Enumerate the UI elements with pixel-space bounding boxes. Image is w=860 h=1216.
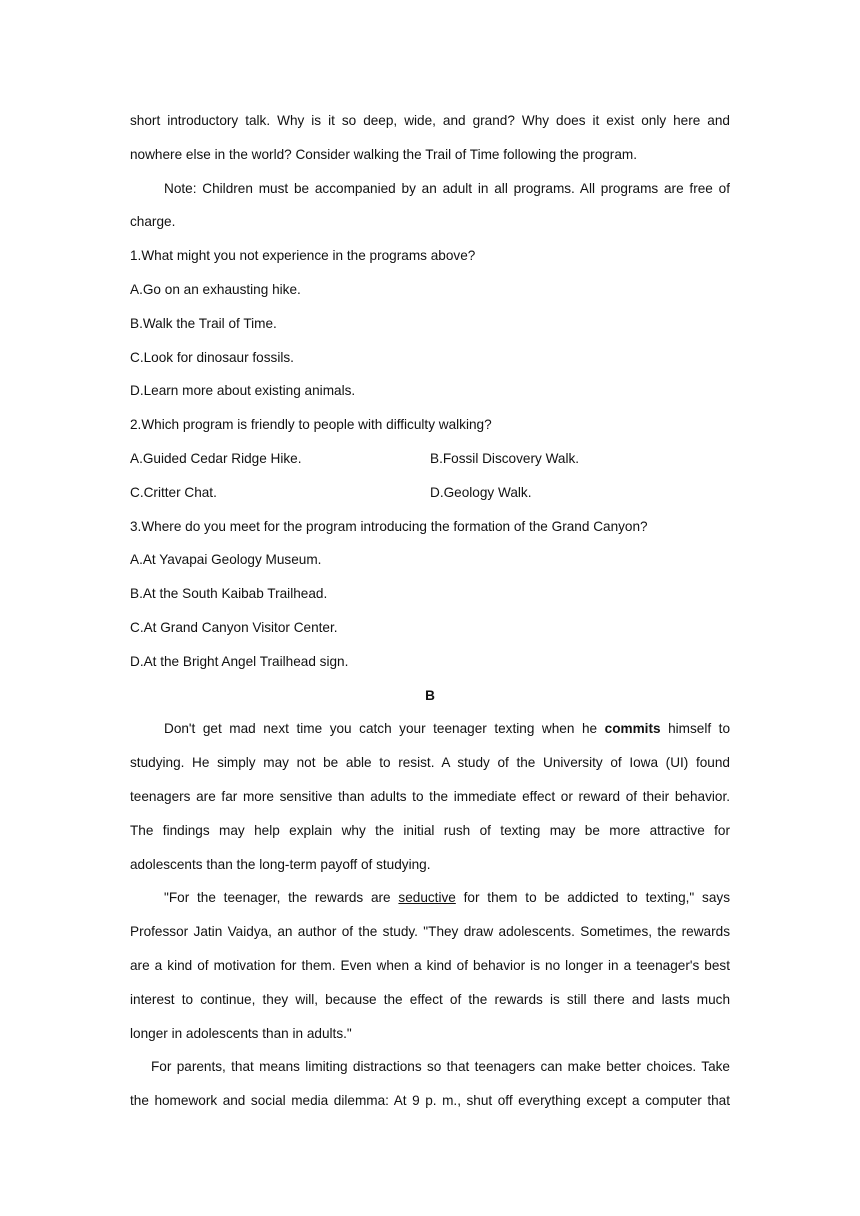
section-b-heading: B xyxy=(425,687,435,703)
question-2-option-c: C.Critter Chat. xyxy=(130,484,217,500)
intro-line-1: short introductory talk. Why is it so deep, wide, and grand? Why does it exist only here and xyxy=(130,113,730,128)
note-line-2: charge. xyxy=(130,214,176,230)
question-3-option-b: B.At the South Kaibab Trailhead. xyxy=(130,586,328,602)
paragraph-2-line-3: are a kind of motivation for them. Even when a kind of behavior is no longer in a teenager's best xyxy=(130,957,730,973)
document-page xyxy=(130,104,730,1118)
question-2-row-cd xyxy=(130,476,730,510)
note-line-1: Note: Children must be accompanied by an adult in all programs. All programs are free of xyxy=(164,180,730,196)
paragraph-1-line-2: studying. He simply may not be able to resist. A study of the University of Iowa (UI) found xyxy=(130,755,730,771)
question-1-option-d: D.Learn more about existing animals. xyxy=(130,383,356,399)
paragraph-1-line-4: The findings may help explain why the initial rush of texting may be more attractive for xyxy=(130,822,730,838)
keyword-commits: commits xyxy=(604,721,661,737)
question-1-option-c: C.Look for dinosaur fossils. xyxy=(130,349,294,365)
paragraph-3-line-1: For parents, that means limiting distractions so that teenagers can make better choices. Take xyxy=(151,1059,730,1075)
paragraph-2-line-5: longer in adolescents than in adults." xyxy=(130,1025,352,1041)
paragraph-2-text-a: "For the teenager, the rewards are xyxy=(164,890,391,906)
question-3-option-a: A.At Yavapai Geology Museum. xyxy=(130,552,322,568)
question-2-option-a: A.Guided Cedar Ridge Hike. xyxy=(130,450,302,466)
paragraph-1-text-c: himself to xyxy=(668,721,730,737)
paragraph-1-line-3: teenagers are far more sensitive than adults to the immediate effect or reward of their behavior. xyxy=(130,788,730,804)
intro-line-2: nowhere else in the world? Consider walking the Trail of Time following the program. xyxy=(130,146,637,162)
paragraph-2-line-2: Professor Jatin Vaidya, an author of the study. "They draw adolescents. Sometimes, the rewards xyxy=(130,924,730,940)
paragraph-1-text-a: Don't get mad next time you catch your teenager texting when he xyxy=(164,721,598,737)
question-2-option-d: D.Geology Walk. xyxy=(430,484,532,500)
paragraph-2-line-1 xyxy=(130,881,730,915)
question-1-stem: 1.What might you not experience in the programs above? xyxy=(130,248,476,264)
question-1-option-a: A.Go on an exhausting hike. xyxy=(130,281,301,297)
question-2-row-ab xyxy=(130,442,730,476)
question-3-option-c: C.At Grand Canyon Visitor Center. xyxy=(130,619,338,635)
paragraph-1-line-5: adolescents than the long-term payoff of studying. xyxy=(130,856,431,872)
paragraph-1-line-1 xyxy=(130,712,730,746)
paragraph-2-text-c: for them to be addicted to texting," says xyxy=(463,890,730,906)
question-3-stem: 3.Where do you meet for the program introducing the formation of the Grand Canyon? xyxy=(130,518,648,534)
question-2-stem: 2.Which program is friendly to people with difficulty walking? xyxy=(130,417,492,433)
question-3-option-d: D.At the Bright Angel Trailhead sign. xyxy=(130,653,349,669)
keyword-seductive: seductive xyxy=(398,890,456,906)
question-2-option-b: B.Fossil Discovery Walk. xyxy=(430,450,580,466)
question-1-option-b: B.Walk the Trail of Time. xyxy=(130,315,277,331)
paragraph-3-line-2: the homework and social media dilemma: At 9 p. m., shut off everything except a computer that xyxy=(130,1093,730,1109)
paragraph-2-line-4: interest to continue, they will, because the effect of the rewards is still there and lasts much xyxy=(130,991,730,1007)
